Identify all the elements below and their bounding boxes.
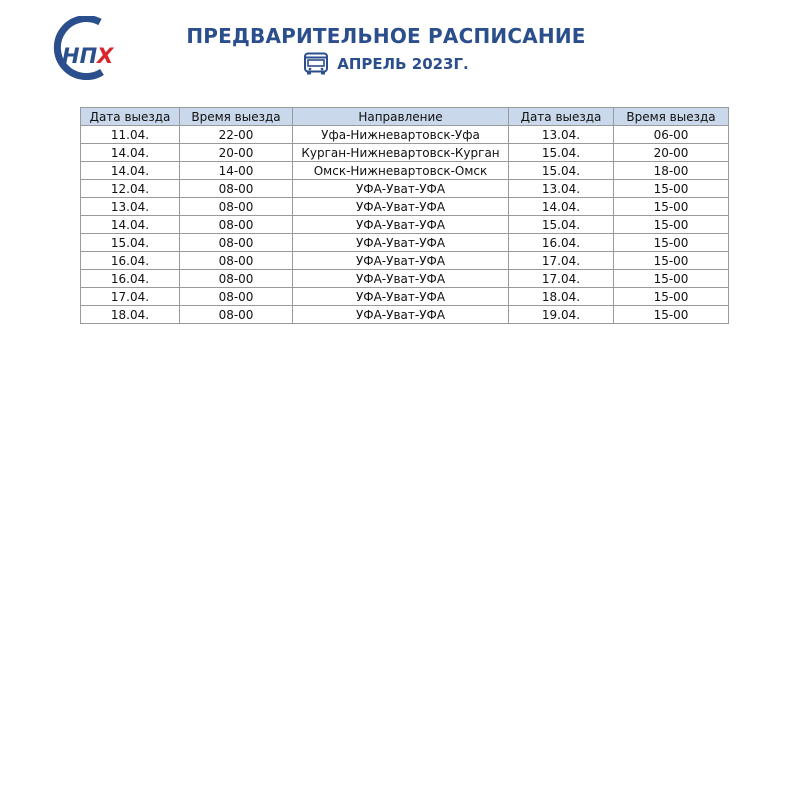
direction-cell: УФА-Уват-УФА: [293, 306, 509, 324]
return-time-cell: 20-00: [614, 144, 729, 162]
column-header-departure-date: Дата выезда: [81, 108, 180, 126]
departure-date-cell: 14.04.: [81, 162, 180, 180]
return-time-cell: 15-00: [614, 198, 729, 216]
departure-date-cell: 12.04.: [81, 180, 180, 198]
return-time-cell: 18-00: [614, 162, 729, 180]
departure-date-cell: 18.04.: [81, 306, 180, 324]
return-time-cell: 15-00: [614, 270, 729, 288]
page-title: ПРЕДВАРИТЕЛЬНОЕ РАСПИСАНИЕ: [186, 24, 586, 48]
table-header-row: [81, 108, 729, 126]
return-date-cell: 16.04.: [509, 234, 614, 252]
departure-date-cell: 16.04.: [81, 270, 180, 288]
table-row: [81, 306, 729, 324]
direction-cell: УФА-Уват-УФА: [293, 270, 509, 288]
departure-date-cell: 15.04.: [81, 234, 180, 252]
direction-cell: УФА-Уват-УФА: [293, 198, 509, 216]
return-time-cell: 15-00: [614, 234, 729, 252]
table-row: [81, 198, 729, 216]
departure-date-cell: 14.04.: [81, 144, 180, 162]
departure-time-cell: 08-00: [180, 180, 293, 198]
table-row: [81, 144, 729, 162]
return-time-cell: 15-00: [614, 288, 729, 306]
return-date-cell: 13.04.: [509, 180, 614, 198]
direction-cell: УФА-Уват-УФА: [293, 252, 509, 270]
return-date-cell: 14.04.: [509, 198, 614, 216]
column-header-return-date: Дата выезда: [509, 108, 614, 126]
return-date-cell: 15.04.: [509, 144, 614, 162]
departure-time-cell: 08-00: [180, 306, 293, 324]
bus-icon: [303, 52, 329, 76]
column-header-departure-time: Время выезда: [180, 108, 293, 126]
page-subtitle: АПРЕЛЬ 2023Г.: [337, 55, 469, 73]
column-header-direction: Направление: [293, 108, 509, 126]
return-date-cell: 19.04.: [509, 306, 614, 324]
departure-date-cell: 14.04.: [81, 216, 180, 234]
direction-cell: Курган-Нижневартовск-Курган: [293, 144, 509, 162]
return-date-cell: 13.04.: [509, 126, 614, 144]
table-row: [81, 288, 729, 306]
departure-time-cell: 08-00: [180, 252, 293, 270]
departure-time-cell: 22-00: [180, 126, 293, 144]
direction-cell: УФА-Уват-УФА: [293, 216, 509, 234]
return-date-cell: 15.04.: [509, 162, 614, 180]
departure-time-cell: 08-00: [180, 216, 293, 234]
departure-time-cell: 08-00: [180, 198, 293, 216]
table-row: [81, 234, 729, 252]
departure-time-cell: 20-00: [180, 144, 293, 162]
departure-time-cell: 08-00: [180, 288, 293, 306]
return-time-cell: 15-00: [614, 216, 729, 234]
departure-date-cell: 17.04.: [81, 288, 180, 306]
departure-time-cell: 08-00: [180, 270, 293, 288]
direction-cell: УФА-Уват-УФА: [293, 234, 509, 252]
table-row: [81, 162, 729, 180]
direction-cell: Омск-Нижневартовск-Омск: [293, 162, 509, 180]
return-date-cell: 17.04.: [509, 252, 614, 270]
table-row: [81, 216, 729, 234]
table-row: [81, 126, 729, 144]
subtitle-row: [0, 52, 772, 76]
table-row: [81, 270, 729, 288]
schedule-table: [80, 107, 729, 324]
departure-time-cell: 14-00: [180, 162, 293, 180]
column-header-return-time: Время выезда: [614, 108, 729, 126]
direction-cell: УФА-Уват-УФА: [293, 180, 509, 198]
return-date-cell: 17.04.: [509, 270, 614, 288]
return-time-cell: 15-00: [614, 180, 729, 198]
departure-date-cell: 16.04.: [81, 252, 180, 270]
departure-time-cell: 08-00: [180, 234, 293, 252]
return-time-cell: 15-00: [614, 252, 729, 270]
direction-cell: УФА-Уват-УФА: [293, 288, 509, 306]
direction-cell: Уфа-Нижневартовск-Уфа: [293, 126, 509, 144]
return-time-cell: 15-00: [614, 306, 729, 324]
return-time-cell: 06-00: [614, 126, 729, 144]
return-date-cell: 18.04.: [509, 288, 614, 306]
table-row: [81, 252, 729, 270]
return-date-cell: 15.04.: [509, 216, 614, 234]
departure-date-cell: 13.04.: [81, 198, 180, 216]
departure-date-cell: 11.04.: [81, 126, 180, 144]
logo-text-part1: НПХ: [62, 44, 114, 68]
table-row: [81, 180, 729, 198]
